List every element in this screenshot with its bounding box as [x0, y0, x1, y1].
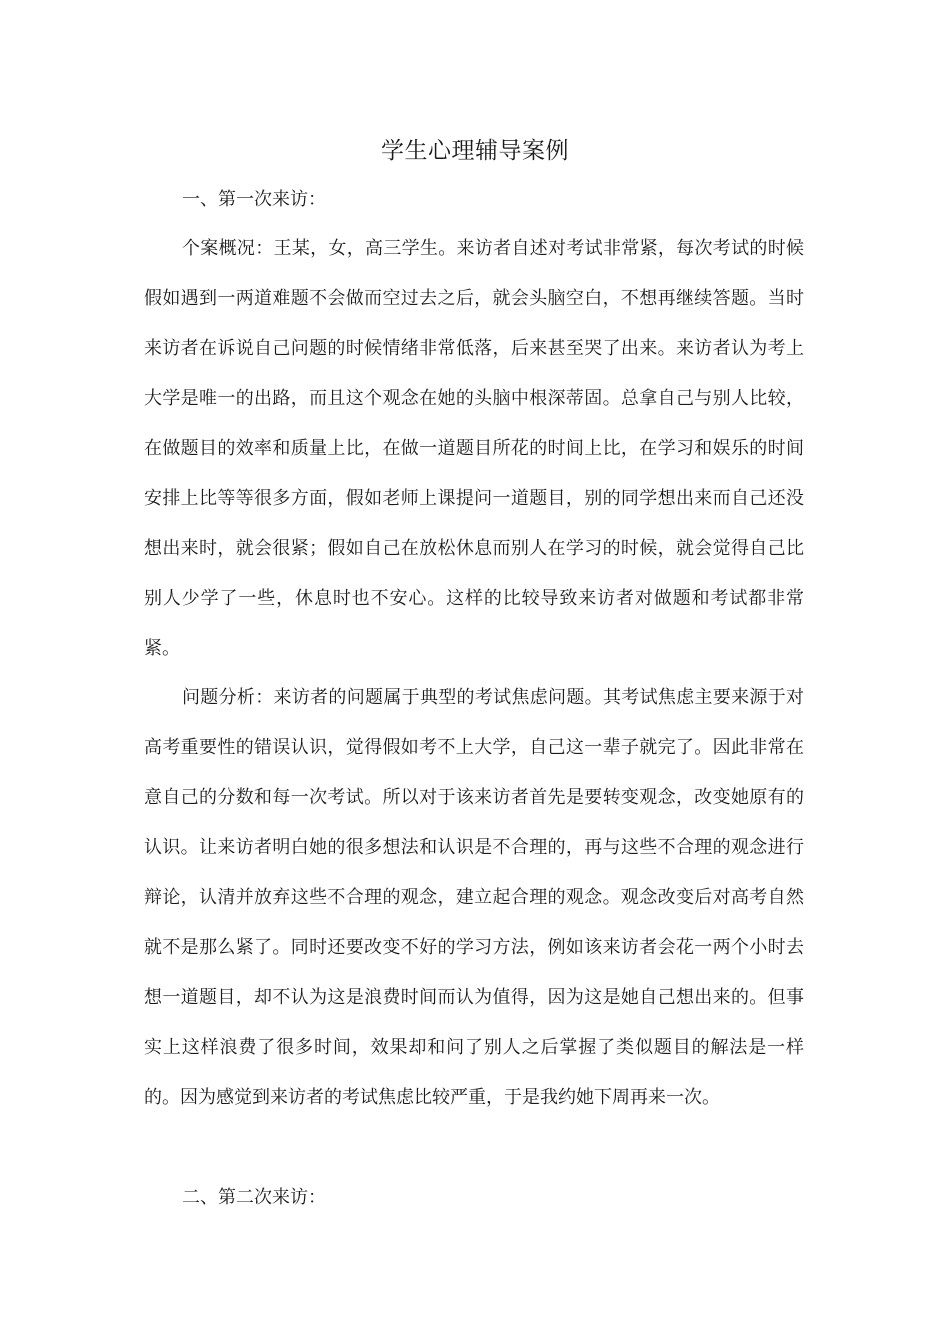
section-heading-second-visit: 二、第二次来访：: [182, 1187, 326, 1208]
document-title: 学生心理辅导案例: [381, 138, 569, 164]
problem-analysis-paragraph: 问题分析：来访者的问题属于典型的考试焦虑问题。其考试焦虑主要来源于对高考重要性的错误认识，觉得假如考不上大学，自己这一辈子就完了。因此非常在意自己的分数和每一次考试。所以对于该来访者首先是要转变观念，改变她原有的认识。让来访者明白她的很多想法和认识是不合理的，再与这些不合理的观念进行辩论，认清并放弃这些不合理的观念，建立起合理的观念。观念改变后对高考自然就不是那么紧了。同时还要改变不好的学习方法，例如该来访者会花一两个小时去想一道题目，却不认为这是浪费时间而认为值得，因为这是她自己想出来的。但事实上这样浪费了很多时间，效果却和问了别人之后掌握了类似题目的解法是一样的。因为感觉到来访者的考试焦虑比较严重，于是我约她下周再来一次。: [144, 687, 804, 1108]
case-overview-paragraph: 个案概况：王某，女，高三学生。来访者自述对考试非常紧，每次考试的时候假如遇到一两道难题不会做而空过去之后，就会头脑空白，不想再继续答题。当时来访者在诉说自己问题的时候情绪非常低落，后来甚至哭了出来。来访者认为考上大学是唯一的出路，而且这个观念在她的头脑中根深蒂固。总拿自己与别人比较，在做题目的效率和质量上比，在做一道题目所花的时间上比，在学习和娱乐的时间安排上比等等很多方面，假如老师上课提问一道题目，别的同学想出来而自己还没想出来时，就会很紧；假如自己在放松休息而别人在学习的时候，就会觉得自己比别人少学了一些，休息时也不安心。这样的比较导致来访者对做题和考试都非常紧。: [144, 238, 804, 659]
section-heading-first-visit: 一、第一次来访：: [182, 189, 326, 210]
